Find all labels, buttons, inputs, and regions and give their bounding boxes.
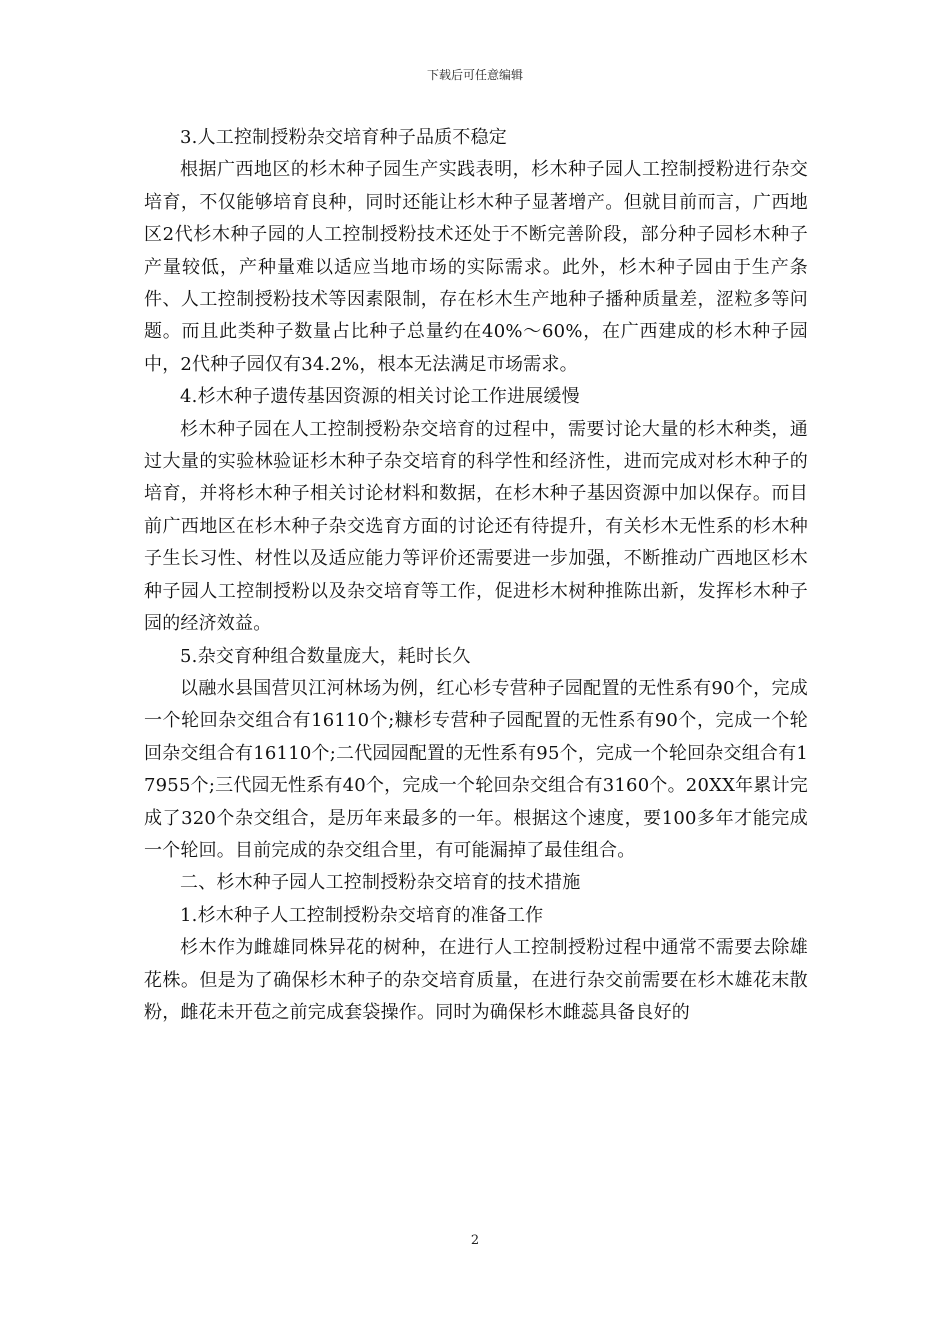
paragraph: 杉木作为雌雄同株异花的树种，在进行人工控制授粉过程中通常不需要去除雄花株。但是为了确保杉木种子的杂交培育质量，在进行杂交前需要在杉木雄花末散粉，雌花未开苞之前完成套袋操作。同时为确保杉木雌蕊具备良好的: [144, 937, 808, 1023]
page-header: 下载后可任意编辑: [426, 68, 523, 82]
chapter-heading: 二、杉木种子园人工控制授粉杂交培育的技术措施: [180, 872, 581, 894]
page-number: 2: [470, 1233, 480, 1248]
section-heading-5: 5.杂交育种组合数量庞大，耗时长久: [180, 645, 471, 667]
section-heading-3: 3.人工控制授粉杂交培育种子品质不稳定: [180, 127, 507, 148]
document-body: [144, 122, 808, 1029]
section-heading-1: 1.杉木种子人工控制授粉杂交培育的准备工作: [180, 904, 544, 926]
paragraph: 根据广西地区的杉木种子园生产实践表明，杉木种子园人工控制授粉进行杂交培育，不仅能够培育良种，同时还能让杉木种子显著增产。但就目前而言，广西地区2代杉木种子园的人工控制授粉技术还处于不断完善阶段，部分种子园杉木种子产量较低，产种量难以适应当地市场的实际需求。此外，杉木种子园由于生产条件、人工控制授粉技术等因素限制，存在杉木生产地种子播种质量差，涩粒多等问题。而且此类种子数量占比种子总量约在40%～60%，在广西建成的杉木种子园中，2代种子园仅有34.2%，根本无法满足市场需求。: [144, 159, 808, 375]
section-heading-4: 4.杉木种子遗传基因资源的相关讨论工作进展缓慢: [180, 386, 580, 408]
paragraph: 以融水县国营贝江河林场为例，红心杉专营种子园配置的无性系有90个，完成一个轮回杂交组合有16110个;糠杉专营种子园配置的无性系有90个，完成一个轮回杂交组合有16110个;二代园园配置的无性系有95个，完成一个轮回杂交组合有17955个;三代园无性系有40个，完成一个轮回杂交组合有3160个。20XX年累计完成了320个杂交组合，是历年来最多的一年。根据这个速度，要100多年才能完成一个轮回。目前完成的杂交组合里，有可能漏掉了最佳组合。: [144, 677, 808, 861]
paragraph: 杉木种子园在人工控制授粉杂交培育的过程中，需要讨论大量的杉木种类，通过大量的实验林验证杉木种子杂交培育的科学性和经济性，进而完成对杉木种子的培育，并将杉木种子相关讨论材料和数据，在杉木种子基因资源中加以保存。而目前广西地区在杉木种子杂交选育方面的讨论还有待提升，有关杉木无性系的杉木种子生长习性、材性以及适应能力等评价还需要进一步加强，不断推动广西地区杉木种子园人工控制授粉以及杂交培育等工作，促进杉木树种推陈出新，发挥杉木种子园的经济效益。: [144, 418, 808, 635]
